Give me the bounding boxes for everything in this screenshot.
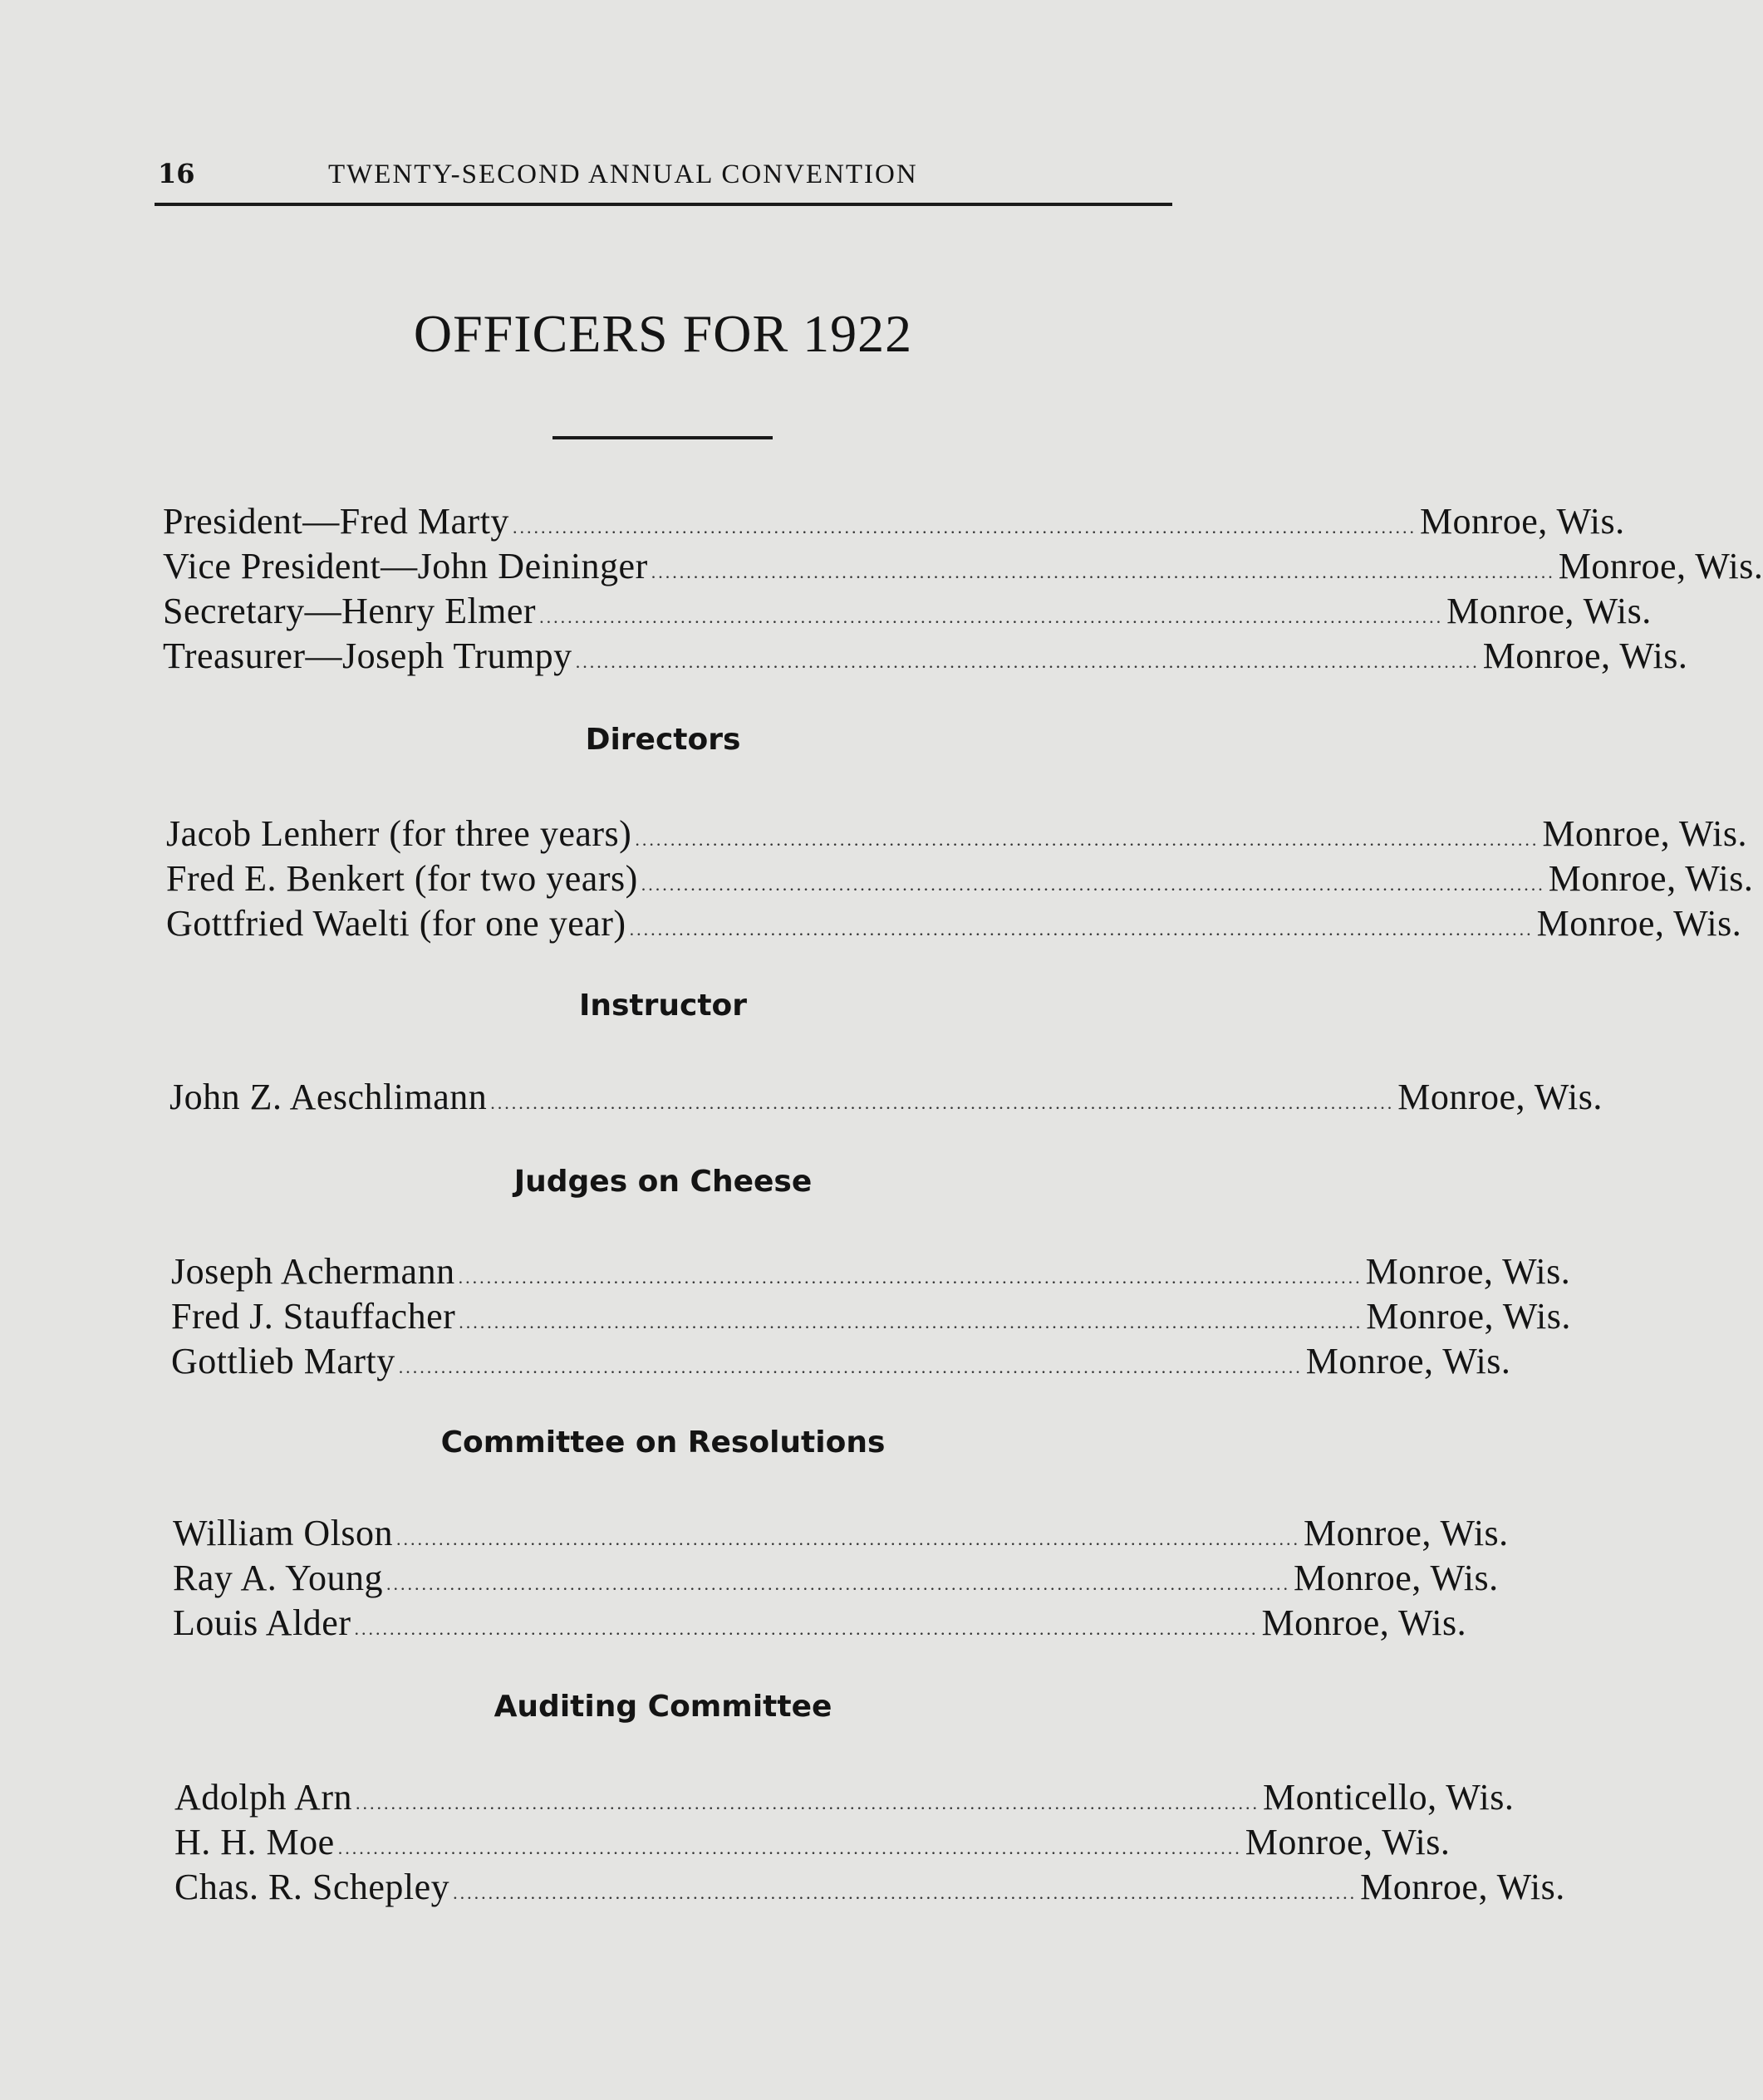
entry-place: Monroe, Wis. xyxy=(1293,1558,1499,1598)
entry-place: Monroe, Wis. xyxy=(1245,1822,1451,1862)
list-item xyxy=(174,1866,1565,1909)
entry-place: Monroe, Wis. xyxy=(1261,1602,1467,1643)
list-item xyxy=(171,1340,1511,1383)
page-title: OFFICERS FOR 1922 xyxy=(413,304,913,363)
dot-leader: ................................................................................................................................ xyxy=(458,1267,1363,1288)
dot-leader: ................................................................................................................................ xyxy=(490,1092,1395,1113)
entry-place: Monroe, Wis. xyxy=(1482,635,1688,676)
dot-leader: ................................................................................................................................ xyxy=(386,1573,1290,1594)
entry-name: Vice President—John Deininger xyxy=(163,546,648,586)
dot-leader: ................................................................................................................................ xyxy=(453,1882,1358,1903)
dot-leader: ................................................................................................................................ xyxy=(337,1838,1242,1858)
entry-name: Louis Alder xyxy=(173,1602,351,1643)
entry-place: Monroe, Wis. xyxy=(1548,858,1754,899)
list-item xyxy=(173,1602,1467,1645)
dot-leader: ................................................................................................................................ xyxy=(512,517,1417,537)
entry-name: Fred J. Stauffacher xyxy=(171,1296,456,1337)
dot-leader: ................................................................................................................................ xyxy=(539,606,1444,627)
entry-place: Monroe, Wis. xyxy=(1366,1296,1571,1337)
dot-leader: ................................................................................................................................ xyxy=(396,1528,1301,1549)
entry-place: Monroe, Wis. xyxy=(1419,501,1625,542)
header-rule xyxy=(155,203,1172,206)
entry-name: Joseph Achermann xyxy=(171,1251,455,1292)
entry-name: Ray A. Young xyxy=(173,1558,383,1598)
entry-place: Monroe, Wis. xyxy=(1397,1077,1603,1117)
entry-name: H. H. Moe xyxy=(174,1822,335,1862)
entry-name: William Olson xyxy=(173,1513,394,1553)
list-item xyxy=(166,812,1747,856)
entry-place: Monroe, Wis. xyxy=(1558,546,1763,586)
running-head xyxy=(158,158,1180,199)
list-item xyxy=(163,500,1625,543)
section-heading-resolutions: Committee on Resolutions xyxy=(440,1425,886,1460)
entry-name: Secretary—Henry Elmer xyxy=(163,591,537,631)
list-item xyxy=(174,1821,1451,1864)
list-item xyxy=(163,590,1652,633)
entry-place: Monroe, Wis. xyxy=(1304,1513,1509,1553)
list-item xyxy=(173,1512,1509,1555)
dot-leader: ................................................................................................................................ xyxy=(356,1793,1260,1813)
list-item xyxy=(171,1250,1571,1293)
dot-leader: ................................................................................................................................ xyxy=(354,1618,1259,1639)
entry-place: Monroe, Wis. xyxy=(1446,591,1652,631)
dot-leader: ................................................................................................................................ xyxy=(398,1357,1303,1377)
entry-name: Treasurer—Joseph Trumpy xyxy=(163,635,572,676)
entry-name: Fred E. Benkert (for two years) xyxy=(166,858,638,899)
entry-place: Monroe, Wis. xyxy=(1305,1341,1511,1381)
entry-name: Chas. R. Schepley xyxy=(174,1867,450,1907)
list-item xyxy=(171,1295,1571,1338)
entry-place: Monticello, Wis. xyxy=(1263,1777,1515,1818)
entry-place: Monroe, Wis. xyxy=(1365,1251,1571,1292)
running-title: TWENTY-SECOND ANNUAL CONVENTION xyxy=(328,159,918,189)
dot-leader: ................................................................................................................................ xyxy=(459,1312,1363,1332)
title-rule xyxy=(552,436,773,439)
list-item xyxy=(166,902,1742,945)
entry-name: Gottfried Waelti (for one year) xyxy=(166,903,626,944)
entry-place: Monroe, Wis. xyxy=(1542,813,1747,854)
list-item xyxy=(163,545,1763,588)
entry-name: John Z. Aeschlimann xyxy=(169,1077,488,1117)
section-heading-auditing: Auditing Committee xyxy=(494,1690,832,1724)
list-item xyxy=(169,1076,1603,1119)
section-heading-instructor: Instructor xyxy=(578,989,748,1023)
list-item xyxy=(163,635,1688,678)
entry-name: Gottlieb Marty xyxy=(171,1341,395,1381)
dot-leader: ................................................................................................................................ xyxy=(641,874,1545,895)
entry-name: President—Fred Marty xyxy=(163,501,509,542)
list-item xyxy=(166,857,1754,900)
entry-name: Jacob Lenherr (for three years) xyxy=(166,813,632,854)
dot-leader: ................................................................................................................................ xyxy=(651,562,1555,582)
dot-leader: ................................................................................................................................ xyxy=(629,919,1534,940)
page-number: 16 xyxy=(158,158,195,189)
section-heading-judges: Judges on Cheese xyxy=(513,1165,813,1199)
dot-leader: ................................................................................................................................ xyxy=(635,829,1540,850)
entry-place: Monroe, Wis. xyxy=(1536,903,1742,944)
list-item xyxy=(173,1557,1499,1600)
entry-place: Monroe, Wis. xyxy=(1360,1867,1565,1907)
list-item xyxy=(174,1776,1515,1819)
section-heading-directors: Directors xyxy=(585,723,741,757)
entry-name: Adolph Arn xyxy=(174,1777,352,1818)
dot-leader: ................................................................................................................................ xyxy=(575,651,1480,672)
